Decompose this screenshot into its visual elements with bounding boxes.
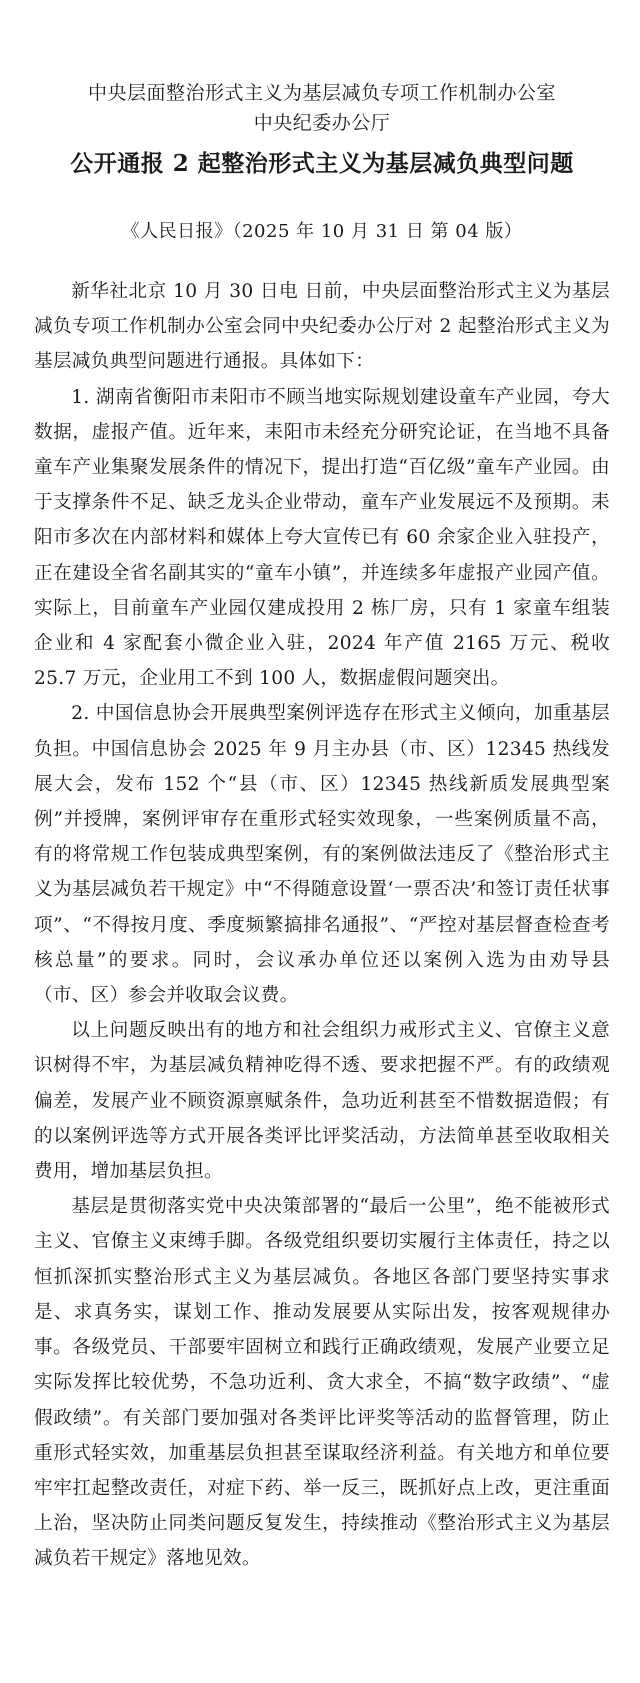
issuer-line: 中央层面整治形式主义为基层减负专项工作机制办公室	[87, 82, 556, 104]
paragraph-case-1: 1. 湖南省衡阳市耒阳市不顾当地实际规划建设童车产业园，夸大数据，虚报产值。近年来，耒阳市未经充分研究论证，在当地不具备童车产业集聚发展条件的情况下，提出打造“百亿级”童车产业园。由于支撑条件不足、缺乏龙头企业带动，童车产业发展远不及预期。耒阳市多次在内部材料和媒体上夸大宣传已有 60 余家企业入驻投产，正在建设全省名副其实的“童车小镇”，并连续多年虚报产业园产值。实际上，目前童车产业园仅建成投用 2 栋厂房，只有 1 家童车组装企业和 4 家配套小微企业入驻，2024 年产值 2165 万元、税收 25.7 万元，企业用工不到 100 人，数据虚假问题突出。	[34, 386, 610, 690]
paragraph-requirements: 基层是贯彻落实党中央决策部署的“最后一公里”，绝不能被形式主义、官僚主义束缚手脚。各级党组织要切实履行主体责任，持之以恒抓深抓实整治形式主义为基层减负。各地区各部门要坚持实事求是、求真务实，谋划工作、推动发展要从实际出发，按客观规律办事。各级党员、干部要牢固树立和践行正确政绩观，发展产业要立足实际发挥比较优势，不急功近利、贪大求全，不搞“数字政绩”、“虚假政绩”。有关部门要加强对各类评比评奖等活动的监督管理，防止重形式轻实效，加重基层负担甚至谋取经济利益。有关地方和单位要牢牢扛起整改责任，对症下药、举一反三，既抓好点上改，更注重面上治，坚决防止同类问题反复发生，持续推动《整治形式主义为基层减负若干规定》落地见效。	[34, 1196, 610, 1570]
publication-source: 《人民日报》（2025 年 10 月 31 日 第 04 版）	[121, 221, 523, 242]
paragraph-case-2: 2. 中国信息协会开展典型案例评选存在形式主义倾向，加重基层负担。中国信息协会 2025 年 9 月主办县（市、区）12345 热线发展大会，发布 152 个“县（市、区）12345 热线新质发展典型案例”并授牌，案例评审存在重形式轻实效现象，一些案例质量不高，有的将常规工作包装成典型案例，有的案例做法违反了《整治形式主义为基层减负若干规定》中“不得随意设置‘一票否决’和签订责任状事项”、“不得按月度、季度频繁搞排名通报”、“严控对基层督查检查考核总量”的要求。同时，会议承办单位还以案例入选为由劝导县（市、区）参会并收取会议费。	[34, 703, 610, 1007]
paragraph-intro: 新华社北京 10 月 30 日电 日前，中央层面整治形式主义为基层减负专项工作机制办公室会同中央纪委办公厅对 2 起整治形式主义为基层减负典型问题进行通报。具体如下：	[34, 281, 610, 373]
issuer-line: 中央纪委办公厅	[253, 112, 391, 134]
document-body	[34, 274, 610, 1577]
paragraph-analysis: 以上问题反映出有的地方和社会组织力戒形式主义、官僚主义意识树得不牢，为基层减负精神吃得不透、要求把握不严。有的政绩观偏差，发展产业不顾资源禀赋条件，急功近利甚至不惜数据造假；有的以案例评选等方式开展各类评比评奖活动，方法简单甚至收取相关费用，增加基层负担。	[34, 1020, 610, 1183]
document-title: 公开通报 2 起整治形式主义为基层减负典型问题	[70, 150, 574, 177]
issuing-organizations	[34, 78, 610, 138]
